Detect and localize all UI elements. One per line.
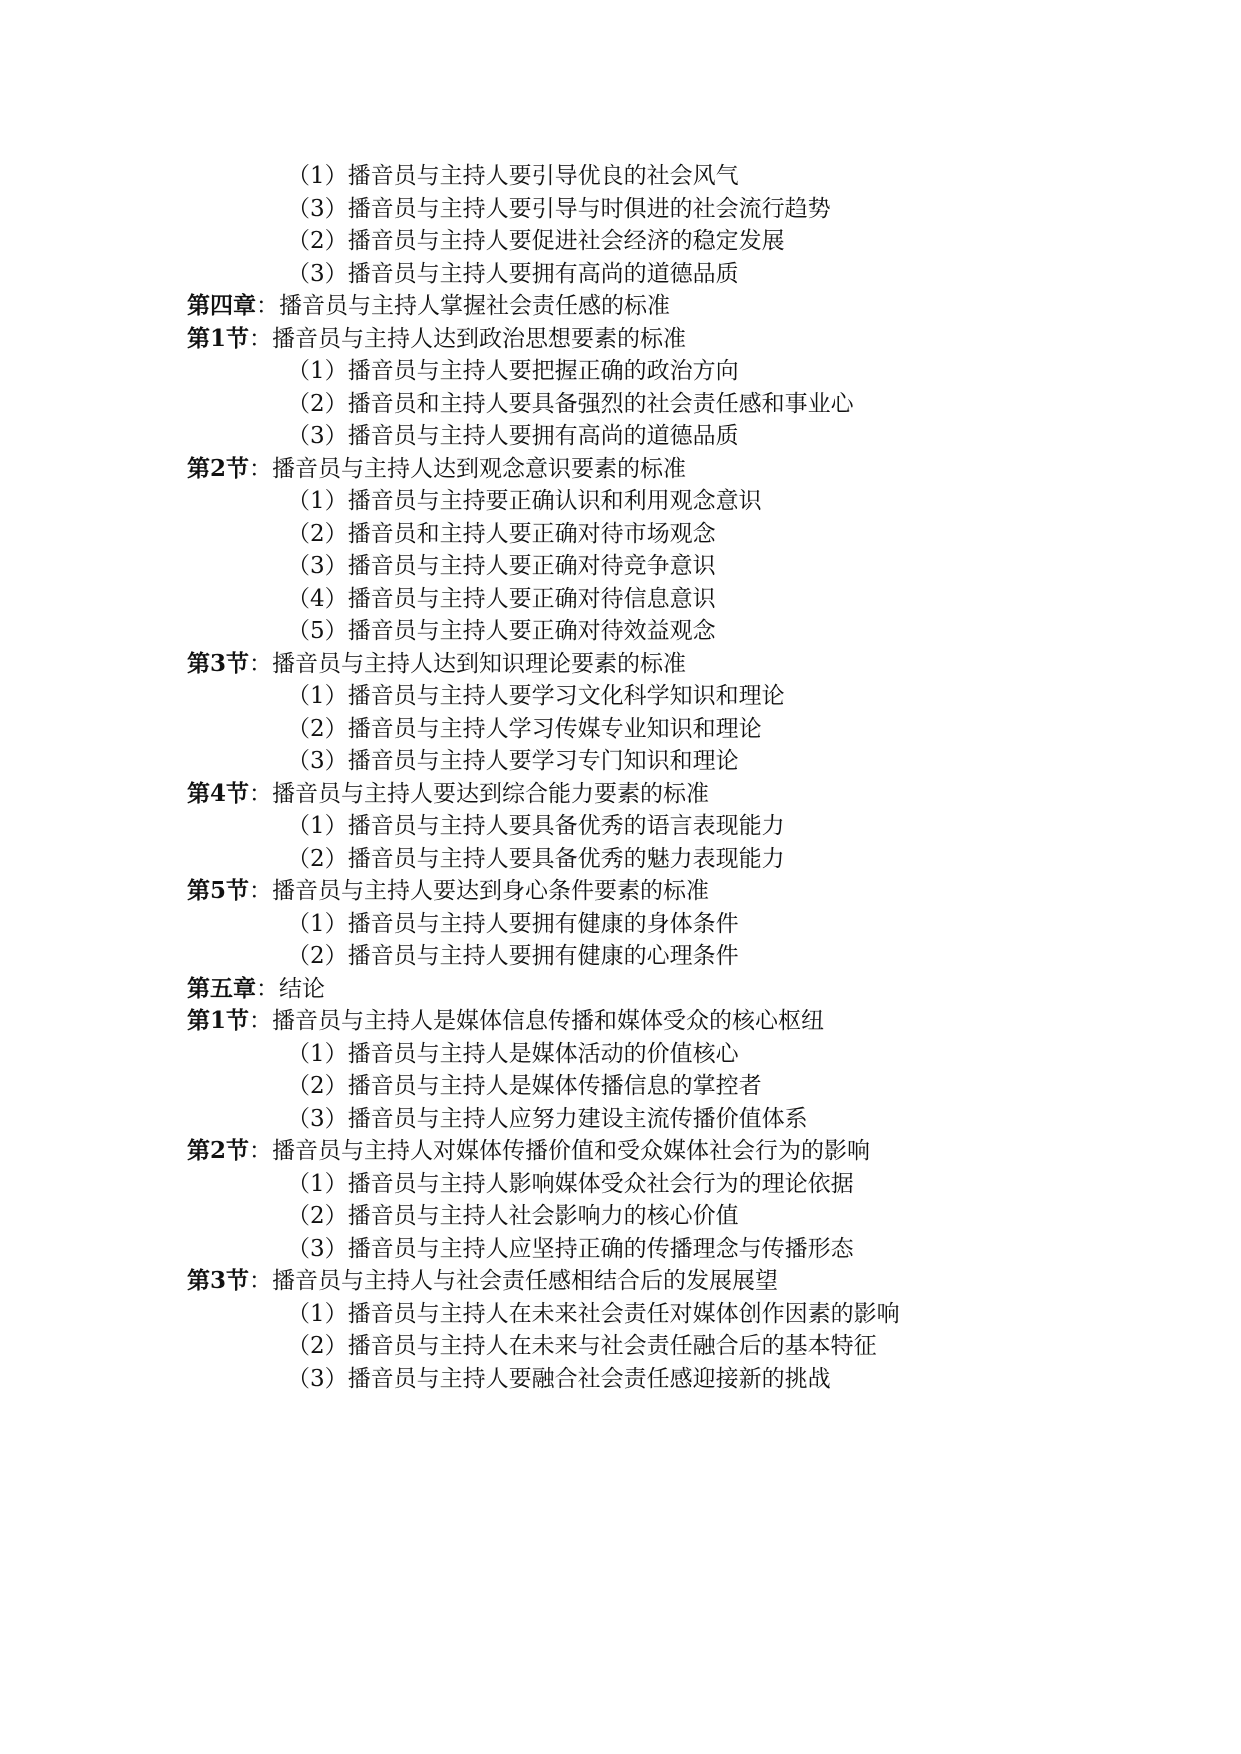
subitem-text: （3）播音员与主持人要拥有高尚的道德品质 bbox=[287, 260, 739, 287]
outline-subitem bbox=[187, 1298, 1187, 1331]
subitem-text: （1）播音员与主持人要具备优秀的语言表现能力 bbox=[287, 813, 785, 839]
subitem-text: （4）播音员与主持人要正确对待信息意识 bbox=[287, 585, 716, 612]
heading-label: 第3节 bbox=[187, 649, 250, 677]
subitem-text: （1）播音员与主持人是媒体活动的价值核心 bbox=[287, 1040, 739, 1067]
outline-subitem bbox=[187, 1200, 1187, 1233]
subitem-text: （1）播音员与主持要正确认识和利用观念意识 bbox=[287, 488, 762, 514]
heading-label: 第四章 bbox=[187, 292, 256, 319]
outline-subitem bbox=[187, 680, 1187, 713]
outline-heading bbox=[187, 323, 1187, 356]
outline-subitem bbox=[187, 355, 1187, 388]
heading-separator: ： bbox=[249, 878, 273, 904]
outline-subitem bbox=[187, 160, 1187, 193]
heading-label: 第2节 bbox=[187, 454, 250, 482]
outline bbox=[187, 160, 1187, 1395]
subitem-text: （2）播音员与主持人学习传媒专业知识和理论 bbox=[287, 715, 762, 742]
heading-separator: ： bbox=[249, 455, 273, 482]
heading-separator: ： bbox=[249, 1138, 273, 1164]
subitem-text: （1）播音员与主持人在未来社会责任对媒体创作因素的影响 bbox=[287, 1300, 900, 1327]
outline-subitem bbox=[187, 420, 1187, 453]
subitem-text: （1）播音员与主持人要拥有健康的身体条件 bbox=[287, 910, 739, 937]
heading-separator: ： bbox=[256, 975, 279, 1002]
subitem-text: （3）播音员与主持人应努力建设主流传播价值体系 bbox=[287, 1105, 808, 1132]
heading-label: 第2节 bbox=[187, 1137, 250, 1164]
subitem-text: （1）播音员与主持人要学习文化科学知识和理论 bbox=[287, 683, 785, 709]
outline-subitem bbox=[187, 550, 1187, 583]
outline-subitem bbox=[187, 1103, 1187, 1136]
heading-separator: ： bbox=[249, 650, 273, 677]
outline-subitem bbox=[187, 225, 1187, 258]
heading-label: 第1节 bbox=[187, 324, 250, 352]
outline-subitem bbox=[187, 1070, 1187, 1103]
outline-heading bbox=[187, 290, 1187, 323]
outline-subitem bbox=[187, 485, 1187, 518]
outline-subitem bbox=[187, 810, 1187, 843]
subitem-text: （3）播音员与主持人要拥有高尚的道德品质 bbox=[287, 423, 739, 449]
outline-subitem bbox=[187, 1233, 1187, 1266]
outline-subitem bbox=[187, 745, 1187, 778]
subitem-text: （1）播音员与主持人要把握正确的政治方向 bbox=[287, 358, 739, 384]
subitem-text: （5）播音员与主持人要正确对待效益观念 bbox=[287, 618, 716, 644]
subitem-text: （3）播音员与主持人应坚持正确的传播理念与传播形态 bbox=[287, 1235, 854, 1262]
outline-heading bbox=[187, 875, 1187, 908]
outline-subitem bbox=[187, 388, 1187, 421]
heading-label: 第4节 bbox=[187, 779, 250, 807]
outline-subitem bbox=[187, 583, 1187, 616]
heading-text: 播音员与主持人要达到综合能力要素的标准 bbox=[272, 780, 710, 807]
outline-heading bbox=[187, 1005, 1187, 1038]
subitem-text: （2）播音员与主持人是媒体传播信息的掌控者 bbox=[287, 1073, 762, 1099]
subitem-text: （2）播音员与主持人社会影响力的核心价值 bbox=[287, 1203, 739, 1229]
heading-text: 播音员与主持人与社会责任感相结合后的发展展望 bbox=[272, 1268, 779, 1294]
outline-subitem bbox=[187, 1330, 1187, 1363]
heading-label: 第五章 bbox=[187, 974, 256, 1002]
heading-text: 播音员与主持人达到观念意识要素的标准 bbox=[272, 455, 687, 482]
outline-heading bbox=[187, 1265, 1187, 1298]
subitem-text: （2）播音员与主持人要拥有健康的心理条件 bbox=[287, 943, 739, 969]
heading-text: 播音员与主持人是媒体信息传播和媒体受众的核心枢纽 bbox=[272, 1008, 825, 1034]
heading-text: 播音员与主持人掌握社会责任感的标准 bbox=[279, 293, 670, 319]
outline-subitem bbox=[187, 908, 1187, 941]
subitem-text: （1）播音员与主持人要引导优良的社会风气 bbox=[287, 163, 739, 189]
outline-subitem bbox=[187, 193, 1187, 226]
heading-label: 第3节 bbox=[187, 1267, 250, 1294]
outline-subitem bbox=[187, 1168, 1187, 1201]
outline-subitem bbox=[187, 940, 1187, 973]
subitem-text: （2）播音员与主持人要促进社会经济的稳定发展 bbox=[287, 228, 785, 254]
subitem-text: （2）播音员与主持人在未来与社会责任融合后的基本特征 bbox=[287, 1333, 877, 1359]
heading-text: 播音员与主持人达到知识理论要素的标准 bbox=[272, 650, 687, 677]
heading-separator: ： bbox=[249, 1008, 273, 1034]
heading-label: 第1节 bbox=[187, 1007, 250, 1034]
heading-separator: ： bbox=[249, 325, 273, 352]
outline-subitem bbox=[187, 258, 1187, 291]
outline-heading bbox=[187, 453, 1187, 486]
outline-heading bbox=[187, 1135, 1187, 1168]
subitem-text: （3）播音员与主持人要学习专门知识和理论 bbox=[287, 748, 739, 774]
outline-heading bbox=[187, 778, 1187, 811]
outline-heading bbox=[187, 648, 1187, 681]
heading-text: 结论 bbox=[279, 975, 325, 1002]
heading-text: 播音员与主持人达到政治思想要素的标准 bbox=[272, 325, 687, 352]
subitem-text: （1）播音员与主持人影响媒体受众社会行为的理论依据 bbox=[287, 1170, 854, 1197]
subitem-text: （2）播音员和主持人要正确对待市场观念 bbox=[287, 520, 716, 547]
subitem-text: （3）播音员与主持人要引导与时俱进的社会流行趋势 bbox=[287, 195, 831, 222]
outline-subitem bbox=[187, 615, 1187, 648]
subitem-text: （3）播音员与主持人要正确对待竞争意识 bbox=[287, 553, 716, 579]
outline-subitem bbox=[187, 1363, 1187, 1396]
subitem-text: （2）播音员与主持人要具备优秀的魅力表现能力 bbox=[287, 845, 785, 872]
heading-text: 播音员与主持人对媒体传播价值和受众媒体社会行为的影响 bbox=[272, 1138, 871, 1164]
outline-subitem bbox=[187, 713, 1187, 746]
subitem-text: （3）播音员与主持人要融合社会责任感迎接新的挑战 bbox=[287, 1365, 831, 1392]
outline-heading bbox=[187, 973, 1187, 1006]
outline-subitem bbox=[187, 1038, 1187, 1071]
heading-separator: ： bbox=[249, 780, 273, 807]
heading-separator: ： bbox=[249, 1268, 273, 1294]
subitem-text: （2）播音员和主持人要具备强烈的社会责任感和事业心 bbox=[287, 390, 854, 417]
heading-separator: ： bbox=[256, 293, 279, 319]
heading-label: 第5节 bbox=[187, 877, 250, 904]
outline-subitem bbox=[187, 843, 1187, 876]
outline-subitem bbox=[187, 518, 1187, 551]
heading-text: 播音员与主持人要达到身心条件要素的标准 bbox=[272, 878, 710, 904]
